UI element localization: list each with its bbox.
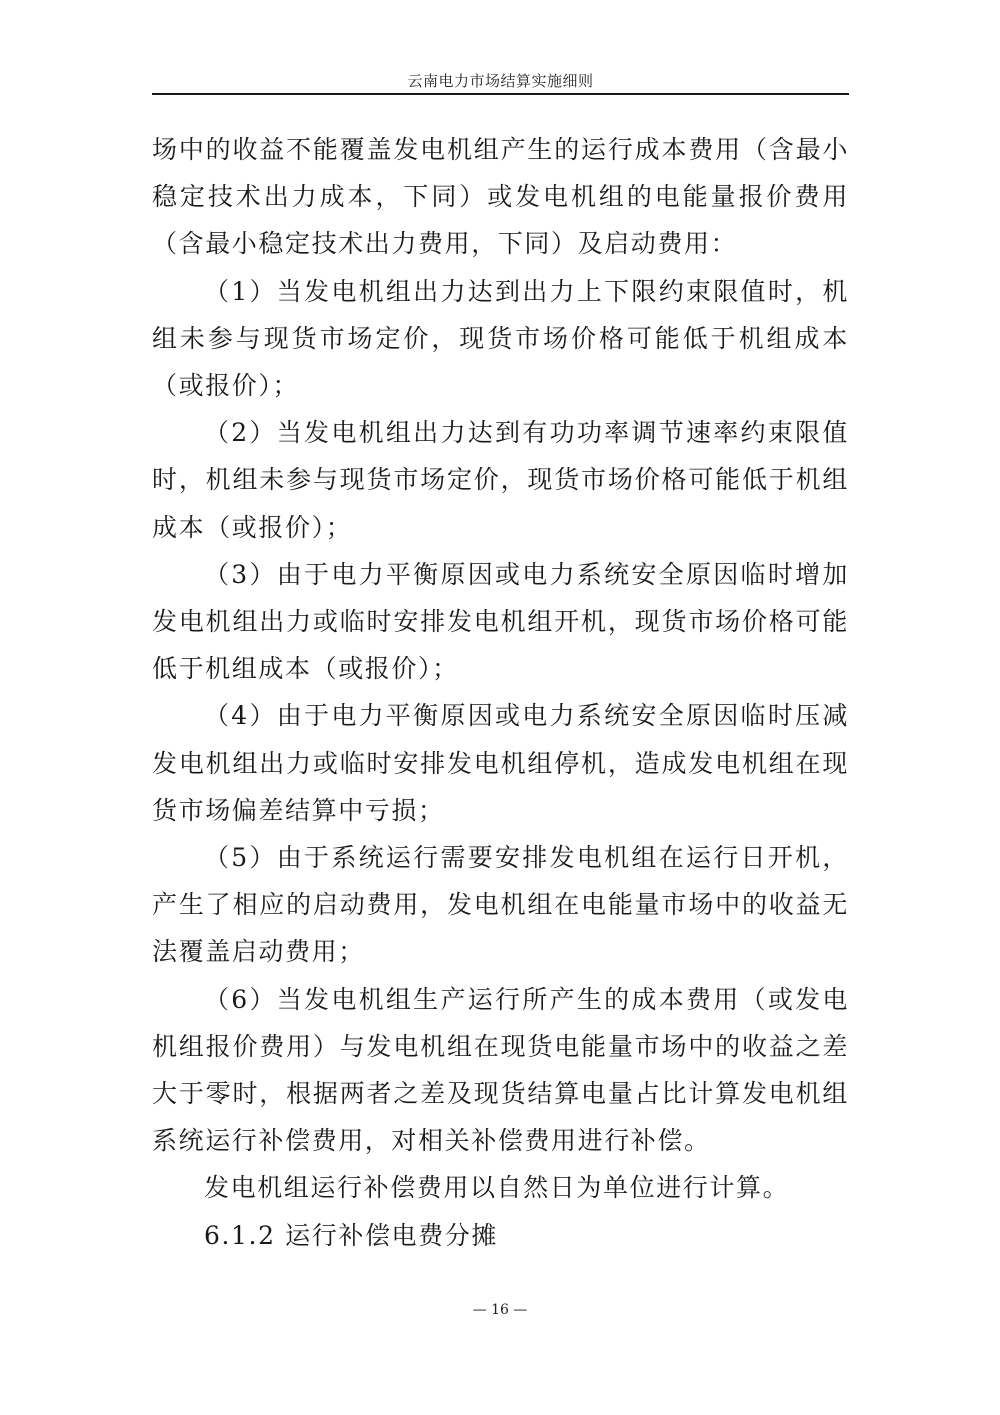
list-item-3: （3）由于电力平衡原因或电力系统安全原因临时增加发电机组出力或临时安排发电机组开机，现货市场价格可能低于机组成本（或报价）； bbox=[152, 559, 849, 684]
section-heading: 6.1.2 运行补偿电费分摊 bbox=[204, 1220, 498, 1250]
intro-paragraph: 场中的收益不能覆盖发电机组产生的运行成本费用（含最小稳定技术出力成本，下同）或发电机组的电能量报价费用（含最小稳定技术出力费用，下同）及启动费用： bbox=[152, 135, 849, 259]
running-header: 云南电力市场结算实施细则 bbox=[407, 72, 594, 90]
list-item-6: （6）当发电机组生产运行所产生的成本费用（或发电机组报价费用）与发电机组在现货电能量市场中的收益之差大于零时，根据两者之差及现货结算电量占比计算发电机组系统运行补偿费用，对相关补偿费用进行补偿。 bbox=[152, 984, 849, 1156]
list-item-4: （4）由于电力平衡原因或电力系统安全原因临时压减发电机组出力或临时安排发电机组停机，造成发电机组在现货市场偏差结算中亏损； bbox=[152, 701, 849, 825]
list-item-1: （1）当发电机组出力达到出力上下限约束限值时，机组未参与现货市场定价，现货市场价格可能低于机组成本（或报价）； bbox=[152, 276, 849, 401]
closing-paragraph: 发电机组运行补偿费用以自然日为单位进行计算。 bbox=[204, 1173, 790, 1203]
list-item-5: （5）由于系统运行需要安排发电机组在运行日开机，产生了相应的启动费用，发电机组在电能量市场中的收益无法覆盖启动费用； bbox=[152, 843, 849, 967]
list-item-2: （2）当发电机组出力达到有功功率调节速率约束限值时，机组未参与现货市场定价，现货市场价格可能低于机组成本（或报价）； bbox=[152, 418, 849, 542]
header-rule bbox=[152, 93, 849, 95]
page-number: — 16 — bbox=[472, 1302, 528, 1318]
document-body bbox=[152, 126, 849, 1259]
